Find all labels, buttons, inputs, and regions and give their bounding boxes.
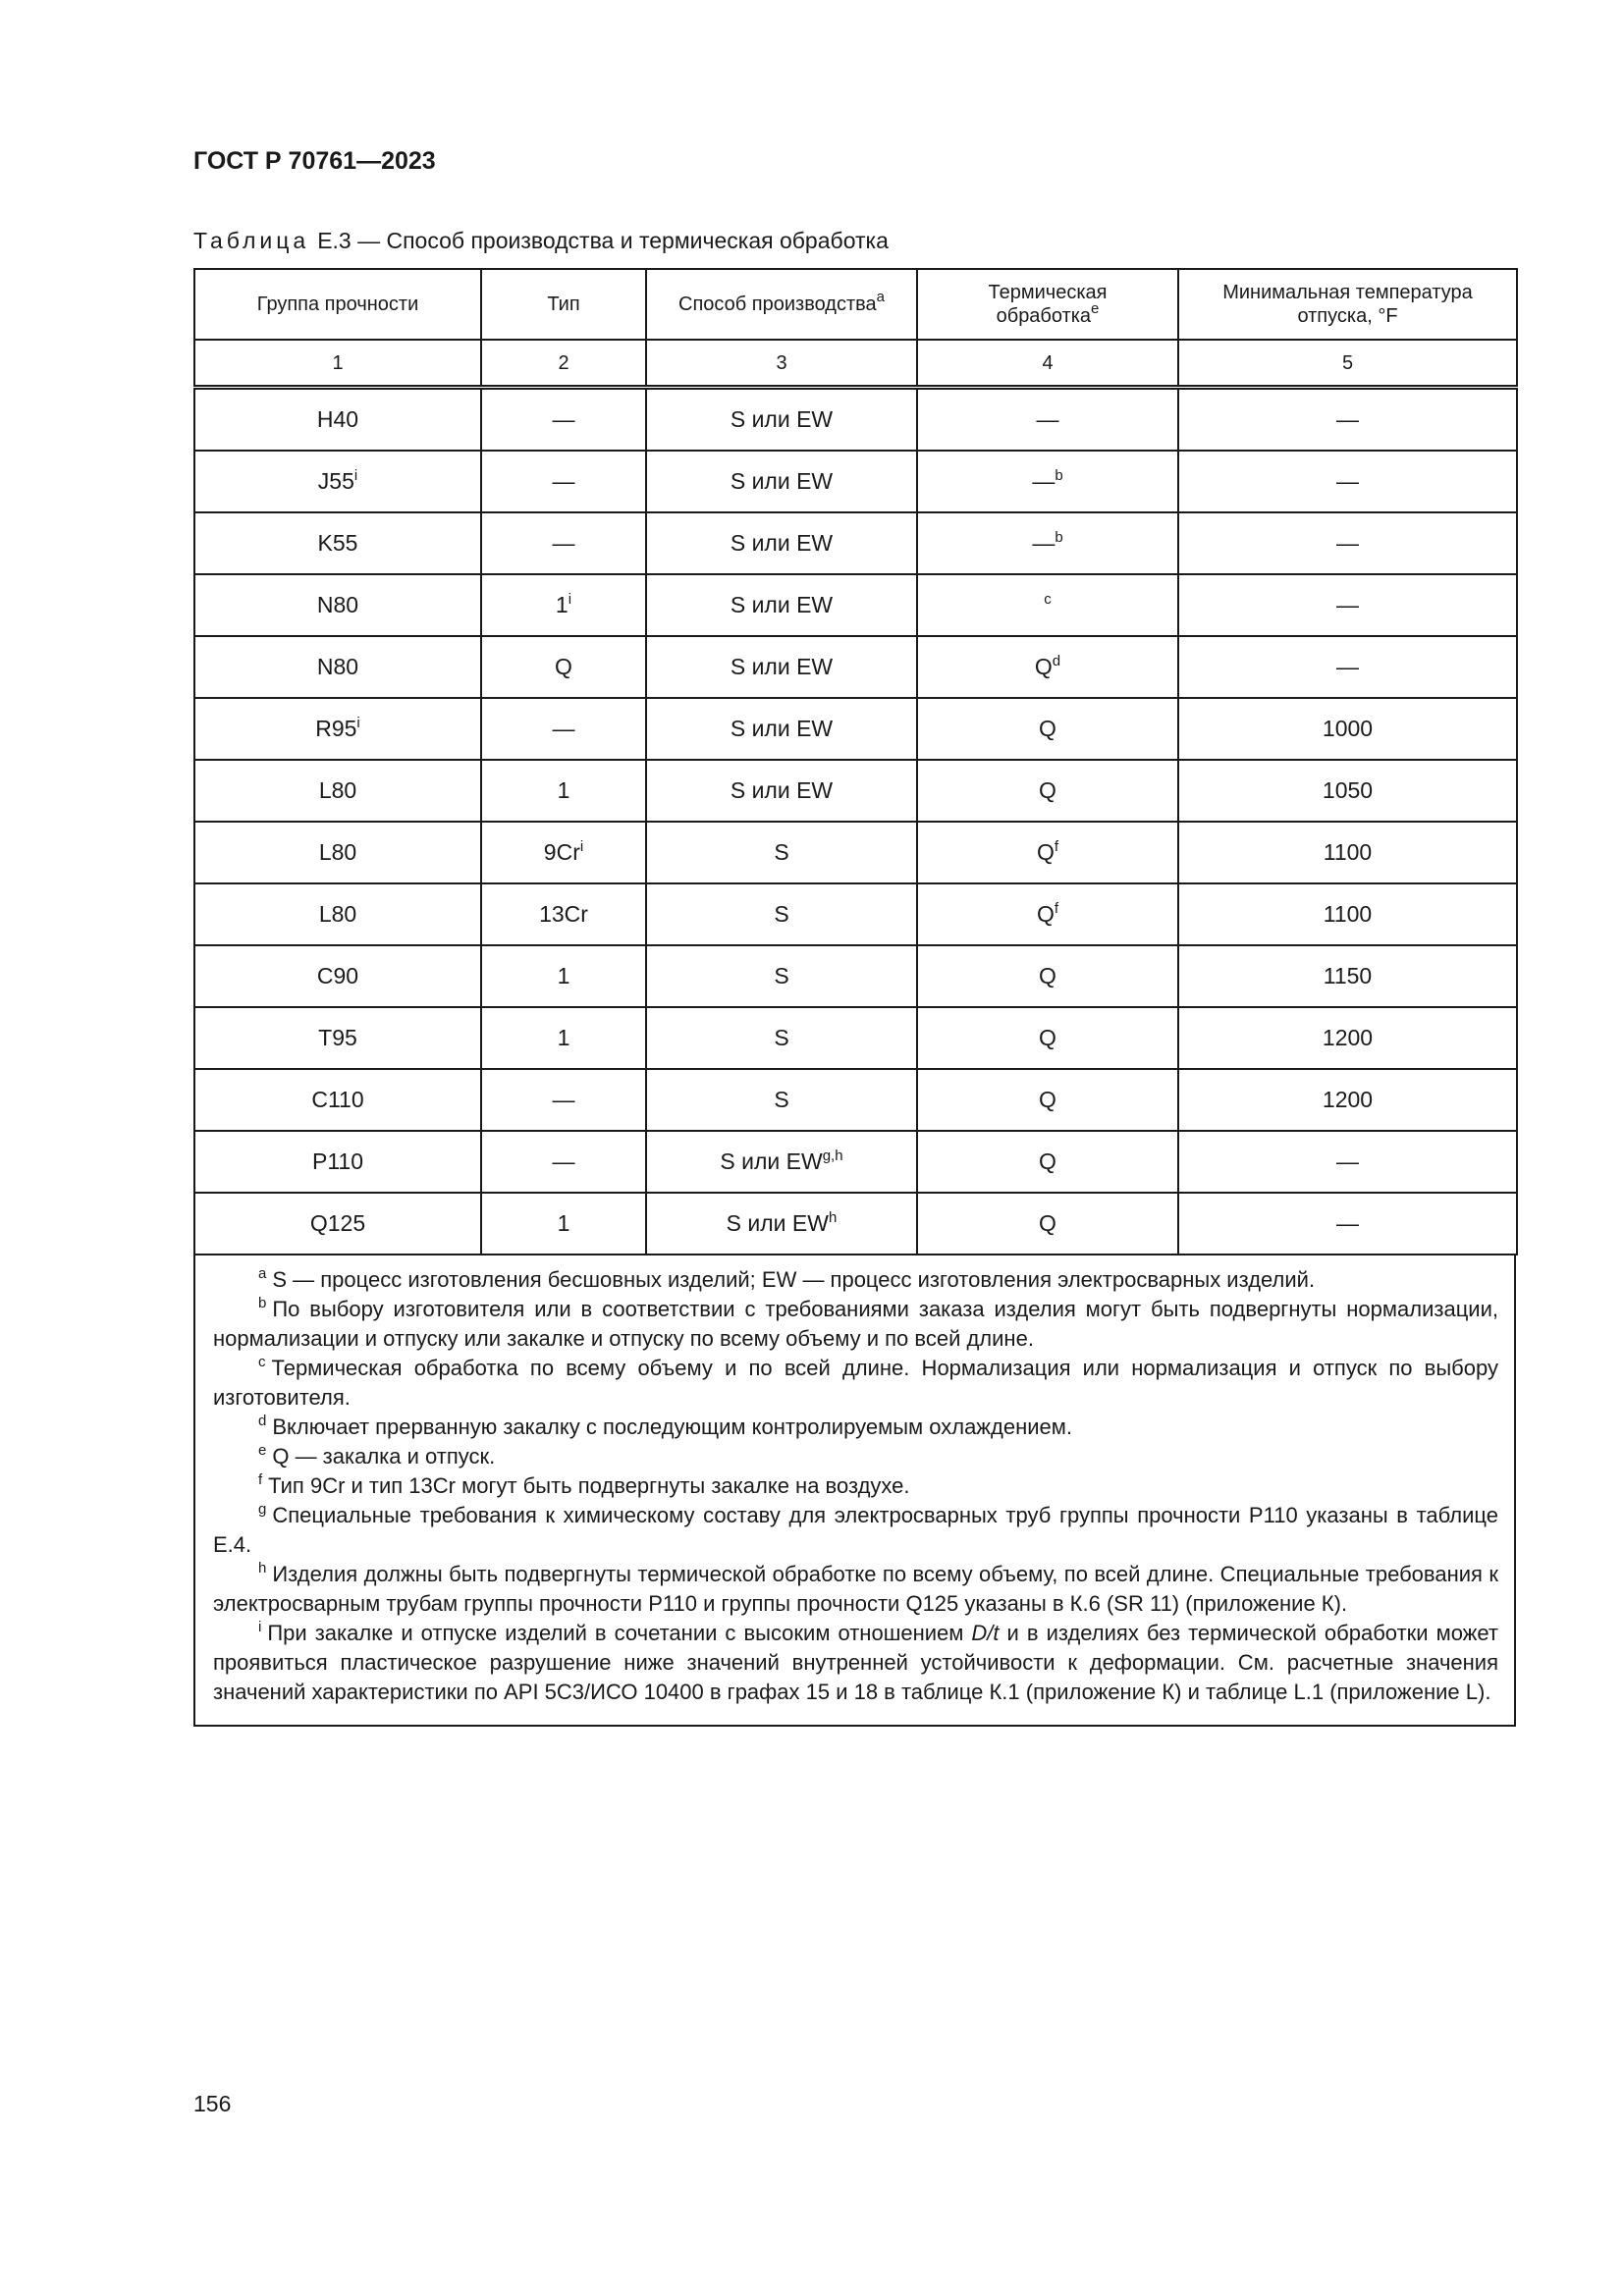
heat-treatment-cell: Q [917,1193,1178,1255]
table-row [194,822,1517,883]
column-number: 3 [646,340,917,388]
column-number-row [194,340,1517,388]
header-row [194,269,1517,340]
table-row [194,1193,1517,1255]
production-heat-treatment-table [193,268,1518,1255]
production-method-cell: S или $EW^h$ [646,1193,917,1255]
min-temper-temp-cell: — [1178,636,1517,698]
type-cell: 1 [481,760,646,822]
strength-group-cell: C90 [194,945,481,1007]
footnote-b: $^b$ По выбору изготовителя или в соответствии с требованиями заказа изделия могут быть подвергнуты нормализации, нормализации и отпуску или закалке и отпуску по всему объему и по всей длине. [213,1295,1498,1351]
column-number: 5 [1178,340,1517,388]
min-temper-temp-cell: — [1178,388,1517,452]
min-temper-temp-cell: 1200 [1178,1007,1517,1069]
column-number: 2 [481,340,646,388]
strength-group-cell: T95 [194,1007,481,1069]
document-header: ГОСТ Р 70761—2023 [193,147,436,175]
table-caption [193,228,889,254]
production-method-cell: S или EW [646,451,917,512]
strength-group-cell: N80 [194,636,481,698]
strength-group-cell: L80 [194,760,481,822]
heat-treatment-cell: Q [917,1007,1178,1069]
table-row [194,512,1517,574]
type-cell: — [481,1131,646,1193]
type-cell: Q [481,636,646,698]
footnote-a: $^a$ S — процесс изготовления бесшовных изделий; EW — процесс изготовления электросварных изделий. [258,1265,1316,1292]
footnote-d: $^d$ Включает прерванную закалку с последующим контролируемым охлаждением. [258,1413,1072,1439]
table-container [193,268,1516,1727]
table-row [194,760,1517,822]
production-method-cell: S или EW [646,760,917,822]
heat-treatment-cell: c [917,574,1178,636]
table-row [194,574,1517,636]
production-method-cell: S или EW$^{g,h}$ [646,1131,917,1193]
footnote-e: $^e$ Q — закалка и отпуск. [258,1442,496,1468]
table-row [194,1131,1517,1193]
type-cell: 1 [481,1193,646,1255]
page-number: 156 [193,2091,232,2116]
heat-treatment-cell: — [917,388,1178,452]
table-row [194,883,1517,945]
production-method-cell: S [646,883,917,945]
table-row [194,451,1517,512]
type-cell: — [481,698,646,760]
production-method-cell: S [646,945,917,1007]
type-cell: — [481,451,646,512]
min-temper-temp-cell: — [1178,1131,1517,1193]
strength-group-cell: N80 [194,574,481,636]
heat-treatment-cell: Q [917,945,1178,1007]
table-row [194,698,1517,760]
heat-treatment-cell: —$^b$ [917,512,1178,574]
table-row [194,636,1517,698]
type-cell: 9Cr$^i$ [481,822,646,883]
min-temper-temp-cell: 1000 [1178,698,1517,760]
production-method-cell: S или EW [646,574,917,636]
table-caption-label: Таблица [193,228,310,253]
production-method-cell: S [646,1007,917,1069]
strength-group-cell: J55$^i$ [194,451,481,512]
footnote-g: $^g$ Специальные требования к химическому составу для электросварных труб группы прочности P110 указаны в таблице Е.4. [213,1501,1498,1557]
table-row [194,1069,1517,1131]
table-caption-text: Е.3 — Способ производства и термическая обработка [317,228,889,253]
heat-treatment-cell: Q [917,1069,1178,1131]
heat-treatment-cell: $Q^d$ [917,636,1178,698]
heat-treatment-cell: Q [917,698,1178,760]
production-method-cell: S или EW [646,698,917,760]
strength-group-cell: Q125 [194,1193,481,1255]
production-method-cell: S [646,822,917,883]
column-number: 4 [917,340,1178,388]
table-row [194,1007,1517,1069]
strength-group-cell: L80 [194,822,481,883]
table-row [194,388,1517,452]
min-temper-temp-cell: 1050 [1178,760,1517,822]
min-temper-temp-cell: — [1178,1193,1517,1255]
min-temper-temp-cell: — [1178,451,1517,512]
production-method-cell: S или EW [646,512,917,574]
footnote-f: $^f$ Тип 9Cr и тип 13Cr могут быть подвергнуты закалке на воздухе. [258,1471,910,1498]
min-temper-temp-cell: 1200 [1178,1069,1517,1131]
column-header: Тип [481,269,646,340]
production-method-cell: S или EW [646,636,917,698]
heat-treatment-cell: $Q^f$ [917,883,1178,945]
footnote-c: $^c$ Термическая обработка по всему объему и по всей длине. Нормализация или нормализация и отпуск по выбору изготовителя. [213,1354,1498,1410]
column-header: Группа прочности [194,269,481,340]
heat-treatment-cell: Q [917,760,1178,822]
min-temper-temp-cell: — [1178,574,1517,636]
column-header: Минимальная температура отпуска, °F [1178,269,1517,340]
min-temper-temp-cell: 1150 [1178,945,1517,1007]
min-temper-temp-cell: 1100 [1178,822,1517,883]
type-cell: 1$^i$ [481,574,646,636]
column-number: 1 [194,340,481,388]
table-footnotes [193,1255,1516,1727]
column-header: Способ производства$^a$ [646,269,917,340]
footnote-i: $^i$ При закалке и отпуске изделий в сочетании с высоким отношением D/t и в изделиях без термической обработки может проявиться пластическое разрушение ниже значений внутренней устойчивости к деформации. См. расчетные значения значений характеристики по API 5C3/ИСО 10400 в графах 15 и 18 в таблице К.1 (приложение К) и таблице L.1 (приложение L). [213,1619,1498,1704]
column-header: Термическая обработка$^e$ [917,269,1178,340]
heat-treatment-cell: $Q^f$ [917,822,1178,883]
type-cell: 1 [481,945,646,1007]
production-method-cell: S или EW [646,388,917,452]
table-body [194,388,1517,1255]
production-method-cell: S [646,1069,917,1131]
heat-treatment-cell: Q [917,1131,1178,1193]
heat-treatment-cell: —$^b$ [917,451,1178,512]
min-temper-temp-cell: — [1178,512,1517,574]
type-cell: 1 [481,1007,646,1069]
type-cell: — [481,388,646,452]
strength-group-cell: K55 [194,512,481,574]
strength-group-cell: L80 [194,883,481,945]
strength-group-cell: C110 [194,1069,481,1131]
strength-group-cell: P110 [194,1131,481,1193]
strength-group-cell: R95$^i$ [194,698,481,760]
min-temper-temp-cell: 1100 [1178,883,1517,945]
footnote-h: $^h$ Изделия должны быть подвергнуты термической обработке по всему объему, по всей длине. Специальные требования к электросварным трубам группы прочности P110 и группы прочности Q125 указаны в К.6 (SR 11) (приложение К). [213,1560,1498,1616]
strength-group-cell: H40 [194,388,481,452]
type-cell: 13Cr [481,883,646,945]
table-row [194,945,1517,1007]
type-cell: — [481,1069,646,1131]
type-cell: — [481,512,646,574]
